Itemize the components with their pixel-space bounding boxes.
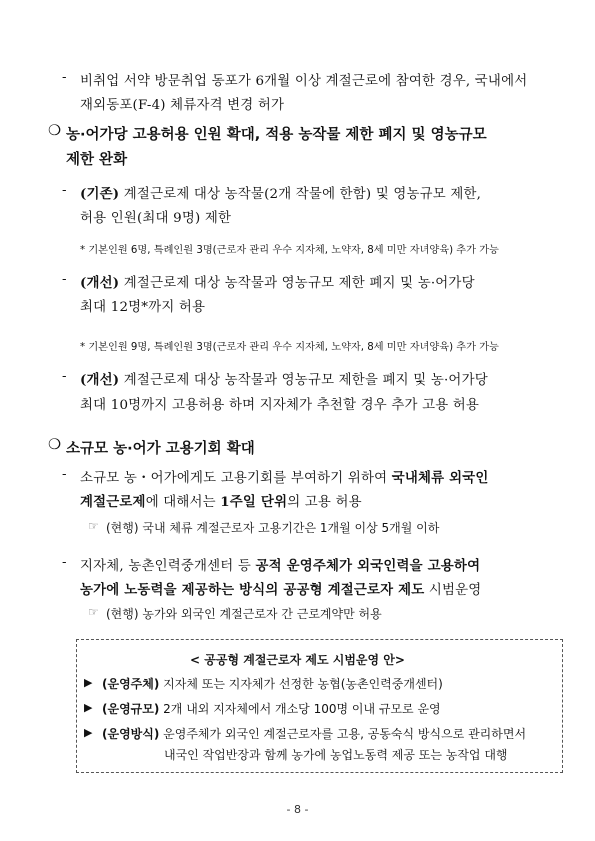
- circle-bullet-icon: ❍: [48, 123, 61, 139]
- footnote: * 기본인원 9명, 특례인원 3명(근로자 관리 우수 지자체, 노약자, 8세 미만 자녀양육) 추가 가능: [80, 342, 499, 353]
- current-note: (현행) 농가와 외국인 계절근로자 간 근로계약만 허용: [106, 607, 382, 621]
- arrow-marker-icon: ▶: [84, 676, 93, 689]
- item-emphasis: 국내체류 외국인: [391, 470, 489, 486]
- box-row-label: (운영방식): [102, 727, 160, 741]
- dash-marker: -: [62, 272, 67, 287]
- dash-marker: -: [62, 467, 67, 482]
- box-row: [102, 700, 441, 717]
- item-emphasis: 공적 운영주체가 외국인력을 고용하여: [255, 558, 481, 574]
- item-line-cont: 허용 인원(최대 9명) 제한: [80, 211, 232, 226]
- box-row-label: (운영주체): [102, 677, 160, 691]
- item-emphasis: 계절근로제: [80, 494, 146, 510]
- current-note: (현행) 국내 체류 계절근로자 고용기간은 1개월 이상 5개월 이하: [106, 521, 440, 535]
- s1-line1: 비취업 서약 방문취업 동포가 6개월 이상 계절근로에 참여한 경우, 국내에서: [80, 74, 528, 89]
- box-row: [102, 675, 443, 692]
- item-text: 에 대해서는: [145, 495, 221, 510]
- item-text: 시범운영: [424, 583, 482, 598]
- dash-marker: -: [62, 183, 67, 198]
- item-line-cont: 최대 10명까지 고용허용 하며 지자체가 추천할 경우 추가 고용 허용: [80, 398, 480, 413]
- item-line: [80, 467, 489, 486]
- box-row-label: (운영규모): [102, 702, 160, 716]
- box-row-text: 2개 내외 지자체에서 개소당 100명 이내 규모로 운영: [159, 702, 441, 716]
- dash-marker: -: [62, 555, 67, 570]
- pointing-hand-icon: ☞: [88, 605, 99, 619]
- box-row-text: 운영주체가 외국인 계절근로자를 고용, 공동숙식 방식으로 관리하면서: [159, 727, 527, 741]
- page-number: - 8 -: [286, 803, 309, 816]
- item-emphasis: 1주일 단위: [220, 494, 288, 510]
- box-row: [102, 725, 526, 742]
- item-text: 의 고용 허용: [287, 495, 362, 510]
- box-title: < 공공형 계절근로자 제도 시범운영 안>: [190, 653, 405, 667]
- item-emphasis: 농가에 노동력을 제공하는 방식의 공공형 계절근로자 제도: [80, 582, 425, 598]
- item-line: [80, 555, 480, 574]
- box-row-text: 지자체 또는 지자체가 선정한 농협(농촌인력중개센터): [159, 677, 443, 691]
- item-line: [80, 369, 488, 388]
- section-heading: 농·어가당 고용허용 인원 확대, 적용 농작물 제한 폐지 및 영농규모: [66, 127, 487, 143]
- circle-bullet-icon: ❍: [48, 437, 61, 453]
- item-text: 소규모 농・어가에게도 고용기회를 부여하기 위하여: [80, 471, 392, 486]
- item-tag: (기존): [80, 186, 120, 202]
- item-text: 계절근로제 대상 농작물과 영농규모 제한 폐지 및 농·어가당: [119, 276, 475, 291]
- dash-marker: -: [62, 369, 67, 384]
- box-row-cont: 내국인 작업반장과 함께 농가에 농업노동력 제공 또는 농작업 대행: [164, 748, 508, 762]
- item-text: 계절근로제 대상 농작물(2개 작물에 한함) 및 영농규모 제한,: [119, 187, 482, 202]
- footnote: * 기본인원 6명, 특례인원 3명(근로자 관리 우수 지자체, 노약자, 8세 미만 자녀양육) 추가 가능: [80, 245, 499, 256]
- s1-line2: 재외동포(F-4) 체류자격 변경 허가: [80, 98, 285, 113]
- item-line-cont: [80, 491, 362, 510]
- item-tag: (개선): [80, 275, 120, 291]
- item-line: [80, 272, 475, 291]
- dash-marker: -: [62, 70, 67, 85]
- item-text: 계절근로제 대상 농작물과 영농규모 제한을 폐지 및 농·어가당: [119, 373, 488, 388]
- item-line-cont: 최대 12명*까지 허용: [80, 300, 206, 315]
- arrow-marker-icon: ▶: [84, 701, 93, 714]
- item-text: 지자체, 농촌인력중개센터 등: [80, 559, 256, 574]
- section-heading: 소규모 농·어가 고용기회 확대: [66, 441, 255, 457]
- item-tag: (개선): [80, 372, 120, 388]
- arrow-marker-icon: ▶: [84, 726, 93, 739]
- pointing-hand-icon: ☞: [88, 519, 99, 533]
- item-line-cont: [80, 579, 481, 598]
- item-line: [80, 183, 481, 202]
- section-heading-cont: 제한 완화: [66, 152, 128, 168]
